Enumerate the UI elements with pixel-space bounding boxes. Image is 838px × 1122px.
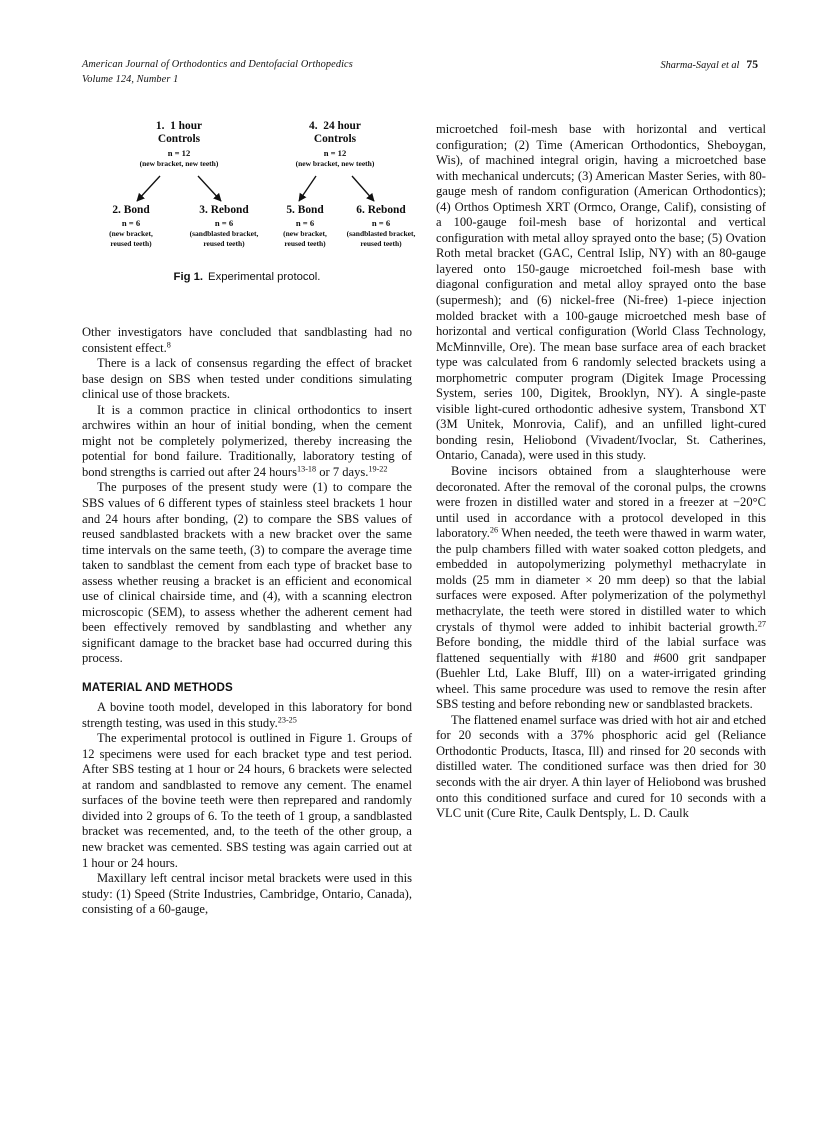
- figure-node-title-line2: Controls: [157, 133, 201, 146]
- para-purposes: The purposes of the present study were (1) to compare the SBS values of 6 different types of stainless steel brackets 1 hour and 24 hours after bonding, (2) to compare the SBS values of reused sandblasted brackets with a new bracket over the same time intervals on the same teeth, (3) to compare the average time taken to sandblast the cement from each type of bracket base to assess whether reusing a bracket is an efficient and economical use of clinical chairside time, and (4), with a scanning electron microscopic (SEM), to assess whether the adherent cement had been effectively removed by sandblasting and whether any significant damage to the bracket base had occurred during this process.: [82, 480, 412, 666]
- reference-superscript: 27: [757, 619, 766, 629]
- figure-node-control-24-hour: [260, 120, 410, 168]
- figure-node-sample-size: n = 6: [371, 218, 391, 229]
- running-head-authors: [660, 58, 758, 74]
- figure-caption-text: Experimental protocol.: [208, 271, 321, 283]
- author-names: Sharma-Sayal et al: [660, 60, 740, 71]
- figure-1-caption: [82, 270, 412, 285]
- figure-node-title-line1: 4. 24 hour: [309, 120, 361, 132]
- figure-node-title-line1: 6. Rebond: [356, 204, 406, 216]
- figure-node-sample-size: n = 12: [323, 147, 347, 158]
- para-lack-of-consensus: There is a lack of consensus regarding the effect of bracket base design on SBS when tested under conditions simulating clinical use of those brackets.: [82, 356, 412, 402]
- figure-node-detail-line2: reused teeth): [203, 239, 245, 248]
- figure-node-detail-line1: (sandblasted bracket,: [346, 229, 416, 239]
- figure-node-sample-size: n = 6: [121, 218, 141, 229]
- figure-node-sample-size: n = 12: [167, 147, 191, 158]
- reference-superscript: 26: [489, 525, 499, 535]
- left-column-body-after-heading: [82, 700, 412, 918]
- para-experimental-protocol: The experimental protocol is outlined in Figure 1. Groups of 12 specimens were used for each bracket type and test period. After SBS testing at 1 hour or 24 hours, 6 brackets were selected at random and sandblasted to remove any cement. The enamel surfaces of the bovine teeth were then reprepared and randomly divided into 2 groups of 6. To the teeth of 1 group, a sandblasted bracket was recemented, and, to the teeth of the other group, a new bracket was cemented. SBS testing was again carried out at 1 hour or 24 hours.: [82, 731, 412, 870]
- heading-spacer-top: [82, 667, 412, 680]
- running-head: [82, 58, 758, 92]
- figure-node-detail-line2: reused teeth): [360, 239, 402, 248]
- figure-node-bond-24-hour: [267, 204, 343, 249]
- right-column: [436, 122, 766, 822]
- figure-node-title-line1: 5. Bond: [286, 204, 324, 216]
- figure-node-detail-line1: (sandblasted bracket,: [189, 229, 259, 239]
- para-maxillary-brackets: Maxillary left central incisor metal brackets were used in this study: (1) Speed (Strite Industries, Cambridge, Ontario, Canada), consisting of a 60-gauge,: [82, 871, 412, 917]
- figure-node-detail: (new bracket, new teeth): [139, 158, 219, 168]
- figure-node-title-line1: 2. Bond: [112, 204, 150, 216]
- figure-node-detail-line1: (new bracket,: [109, 229, 153, 239]
- para-bovine-tooth-model: A bovine tooth model, developed in this laboratory for bond strength testing, was used in this study.$^{23-25}$: [82, 700, 412, 730]
- figure-spacer: [82, 303, 412, 325]
- figure-node-detail-line2: reused teeth): [284, 239, 326, 248]
- left-column-body: [82, 325, 412, 667]
- figure-node-rebond-24-hour: [340, 204, 422, 249]
- figure-1-diagram: [82, 118, 416, 268]
- figure-node-title-line1: 1. 1 hour: [155, 120, 203, 132]
- reference-superscript: 23-25: [277, 715, 297, 725]
- figure-1: [82, 118, 416, 303]
- figure-node-detail: (new bracket, new teeth): [295, 158, 375, 168]
- left-column: [82, 118, 416, 918]
- running-head-journal: [82, 58, 353, 87]
- section-heading-material-and-methods: MATERIAL AND METHODS: [82, 681, 233, 695]
- figure-node-control-1-hour: [104, 120, 254, 168]
- figure-node-rebond-1-hour: [174, 204, 274, 249]
- journal-title-line1: American Journal of Orthodontics and Dentofacial Orthopedics: [82, 59, 353, 70]
- para-common-practice: It is a common practice in clinical orthodontics to insert archwires within an hour of initial bonding, when the cement might not be completely polymerized, thereby increasing the potential for bond failure. Traditionally, laboratory testing of bond strengths is carried out after 24 hours$^{13-18}$ or 7 days.$^{19-22}$: [82, 402, 412, 479]
- figure-node-title-line1: 3. Rebond: [199, 204, 249, 216]
- para-other-investigators: Other investigators have concluded that sandblasting had no consistent effect.$^8$: [82, 325, 412, 355]
- reference-superscript: 19-22: [368, 464, 388, 474]
- figure-node-sample-size: n = 6: [295, 218, 315, 229]
- para-bovine-incisors: Bovine incisors obtained from a slaughterhouse were decoronated. After the removal of the coronal pulps, the crowns were frozen in distilled water and stored in a freezer at −20°C until used in accordance with a protocol developed in this laboratory.$^{26}$ When needed, the teeth were thawed in warm water, the pulp chambers filled with water soaked cotton pledgets, and embedded in autopolymerizing polymethyl methacrylate in molds (25 mm in diameter × 20 mm deep) so that the labial surfaces were exposed. After polymerization of the polymethyl methacrylate, the teeth were stored in distilled water to which crystals of thymol were added to inhibit bacterial growth.$^{27}$ Before bonding, the middle third of the labial surface was flattened sequentially with #180 and #600 grit sandpaper (Buehler Ltd, Lake Bluff, Ill) on a water-irrigated grinding wheel. This same procedure was used to remove the resin after SBS testing and before rebonding new or sandblasted brackets.: [436, 464, 766, 712]
- figure-node-title-line2: Controls: [313, 133, 357, 146]
- figure-node-detail-line1: (new bracket,: [283, 229, 327, 239]
- journal-volume-line: Volume 124, Number 1: [82, 73, 179, 85]
- para-bracket-types-continued: microetched foil-mesh base with horizontal and vertical configuration; (2) Time (American Orthodontics, Sheboygan, Wis), of machined integral origin, having a microetched base with mechanical undercuts; (3) American Master Series, with 80-gauge mesh of random configuration (American Orthodontics); (4) Orthos Optimesh XRT (Ormco, Orange, Calif), consisting of a 100-gauge foil-mesh base of horizontal and vertical configuration with metal alloy sprayed onto the base; (5) Ovation Roth metal bracket (GAC, Central Islip, NY) with an 80-gauge layered onto 150-gauge microetched foil-mesh base with diagonal configuration and metal alloy sprayed onto the base (supermesh); and (6) nickel-free (Ni-free) 1-piece injection molded bracket with a 100-gauge microetched mesh base of horizontal and vertical configuration (World Class Technology, McMinnville, Ore). The mean base surface area of each bracket type was calculated from 6 randomly selected brackets using a morphometric computer program (Digitek Image Processing System, series 100, Digitek, Brooklyn, NY). A single-paste visible light-cured orthodontic adhesive system, Transbond XT (3M Unitek, Monrovia, Calif), and an unfilled light-cured bonding resin, Heliobond (Vivadent/Ivoclar, St. Catherines, Ontario, Canada), were used in this study.: [436, 122, 766, 463]
- para-flattened-enamel: The flattened enamel surface was dried with hot air and etched for 20 seconds with a 37% phosphoric acid gel (Reliance Orthodontic Products, Itasca, Ill) and rinsed for 20 seconds with distilled water. The conditioned surface was then dried for 30 seconds with the air dryer. A thin layer of Heliobond was brushed onto this conditioned surface and cured for 10 seconds with a VLC unit (Cure Rite, Caulk Dentsply, L. D. Caulk: [436, 712, 766, 821]
- right-column-body: [436, 122, 766, 822]
- figure-node-detail-line2: reused teeth): [110, 239, 152, 248]
- reference-superscript: 8: [166, 340, 171, 350]
- figure-caption-label: Fig 1.: [173, 271, 204, 283]
- page-number: 75: [746, 58, 758, 71]
- figure-node-sample-size: n = 6: [214, 218, 234, 229]
- reference-superscript: 13-18: [297, 464, 317, 474]
- figure-node-bond-1-hour: [88, 204, 174, 249]
